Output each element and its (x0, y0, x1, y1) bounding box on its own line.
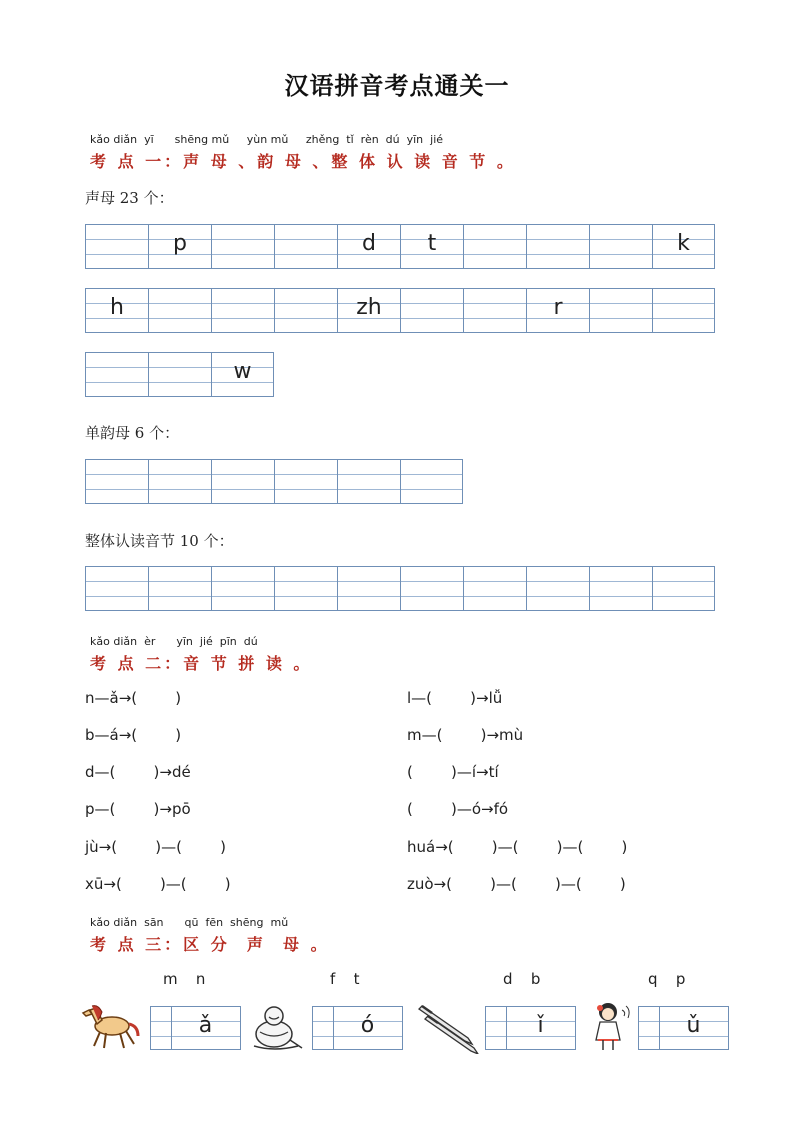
rime-label: ǎ (198, 1013, 213, 1038)
writing-cell[interactable] (85, 224, 148, 269)
exercise-item[interactable]: ( )—ó→fó (407, 800, 509, 818)
horse-icon (80, 1002, 142, 1052)
section3-pinyin: kǎo diǎn sān qū fēn shēng mǔ (90, 916, 289, 929)
section1-heading: 考 点 一：声 母 、韵 母 、整 体 认 读 音 节 。 (90, 152, 516, 171)
exercise-item[interactable]: l—( )→lǚ (407, 689, 503, 707)
pens-icon (418, 1000, 480, 1054)
writing-cell[interactable] (337, 459, 400, 504)
rime-label: ǔ (686, 1013, 701, 1038)
writing-box[interactable] (638, 1006, 729, 1050)
consonant-choices: f t (330, 970, 361, 988)
section2-heading: 考 点 二：音 节 拼 读 。 (90, 654, 313, 673)
exercise-item[interactable]: d—( )→dé (85, 763, 191, 781)
syllables-label: 整体认读音节 10 个： (85, 532, 234, 550)
rime-label: ó (360, 1013, 375, 1038)
writing-cell[interactable]: p (148, 224, 211, 269)
consonant-grid-row-2 (85, 288, 715, 333)
section3-heading: 考 点 三：区 分 声 母 。 (90, 935, 330, 954)
exercise-item[interactable]: n—ǎ→( ) (85, 689, 182, 707)
girl-icon (590, 1000, 634, 1054)
writing-cell[interactable]: t (400, 224, 463, 269)
writing-box[interactable] (312, 1006, 403, 1050)
writing-cell[interactable] (463, 288, 526, 333)
writing-cell[interactable] (148, 459, 211, 504)
writing-cell[interactable] (148, 288, 211, 333)
writing-cell[interactable] (274, 459, 337, 504)
rime-label: ǐ (537, 1013, 544, 1038)
consonant-grid-row-3 (85, 352, 274, 397)
consonant-choices: d b (503, 970, 542, 988)
writing-box[interactable] (150, 1006, 241, 1050)
writing-cell[interactable] (400, 459, 463, 504)
writing-cell[interactable] (85, 459, 148, 504)
writing-cell[interactable] (589, 288, 652, 333)
vowel-grid (85, 459, 463, 504)
exercise-item[interactable]: ( )—í→tí (407, 763, 499, 781)
buddha-icon (246, 1002, 306, 1052)
exercise-item[interactable]: b—á→( ) (85, 726, 182, 744)
writing-cell[interactable] (589, 224, 652, 269)
writing-cell[interactable] (337, 566, 400, 611)
writing-cell[interactable] (463, 224, 526, 269)
writing-cell[interactable] (589, 566, 652, 611)
section2-pinyin: kǎo diǎn èr yīn jié pīn dú (90, 635, 258, 648)
writing-cell[interactable] (274, 566, 337, 611)
writing-cell[interactable] (274, 288, 337, 333)
writing-cell[interactable] (148, 352, 211, 397)
writing-box[interactable] (485, 1006, 576, 1050)
writing-cell[interactable]: d (337, 224, 400, 269)
exercise-item[interactable]: jù→( )—( ) (85, 838, 226, 856)
writing-cell[interactable] (526, 566, 589, 611)
consonant-choices: m n (163, 970, 207, 988)
consonant-choices: q p (648, 970, 687, 988)
writing-cell[interactable] (400, 566, 463, 611)
syllable-grid (85, 566, 715, 611)
section1-pinyin: kǎo diǎn yī shēng mǔ yùn mǔ zhěng tǐ rèn dú yīn jié (90, 133, 444, 146)
writing-cell[interactable]: w (211, 352, 274, 397)
writing-cell[interactable] (400, 288, 463, 333)
writing-cell[interactable] (652, 566, 715, 611)
exercise-item[interactable]: xū→( )—( ) (85, 875, 231, 893)
writing-cell[interactable] (526, 224, 589, 269)
writing-cell[interactable] (274, 224, 337, 269)
writing-cell[interactable]: k (652, 224, 715, 269)
writing-cell[interactable] (652, 288, 715, 333)
writing-cell[interactable] (148, 566, 211, 611)
writing-cell[interactable] (211, 224, 274, 269)
consonants-label: 声母 23 个： (85, 189, 174, 207)
vowels-label: 单韵母 6 个： (85, 424, 180, 442)
writing-cell[interactable]: h (85, 288, 148, 333)
writing-cell[interactable] (463, 566, 526, 611)
writing-cell[interactable] (211, 459, 274, 504)
writing-cell[interactable] (211, 288, 274, 333)
writing-cell[interactable] (85, 352, 148, 397)
writing-cell[interactable]: zh (337, 288, 400, 333)
exercise-item[interactable]: zuò→( )—( )—( ) (407, 875, 626, 893)
exercise-item[interactable]: huá→( )—( )—( ) (407, 838, 628, 856)
writing-cell[interactable]: r (526, 288, 589, 333)
exercise-item[interactable]: p—( )→pō (85, 800, 191, 818)
writing-cell[interactable] (211, 566, 274, 611)
consonant-grid-row-1 (85, 224, 715, 269)
page-title: 汉语拼音考点通关一 (284, 71, 510, 100)
writing-cell[interactable] (85, 566, 148, 611)
exercise-item[interactable]: m—( )→mù (407, 726, 524, 744)
